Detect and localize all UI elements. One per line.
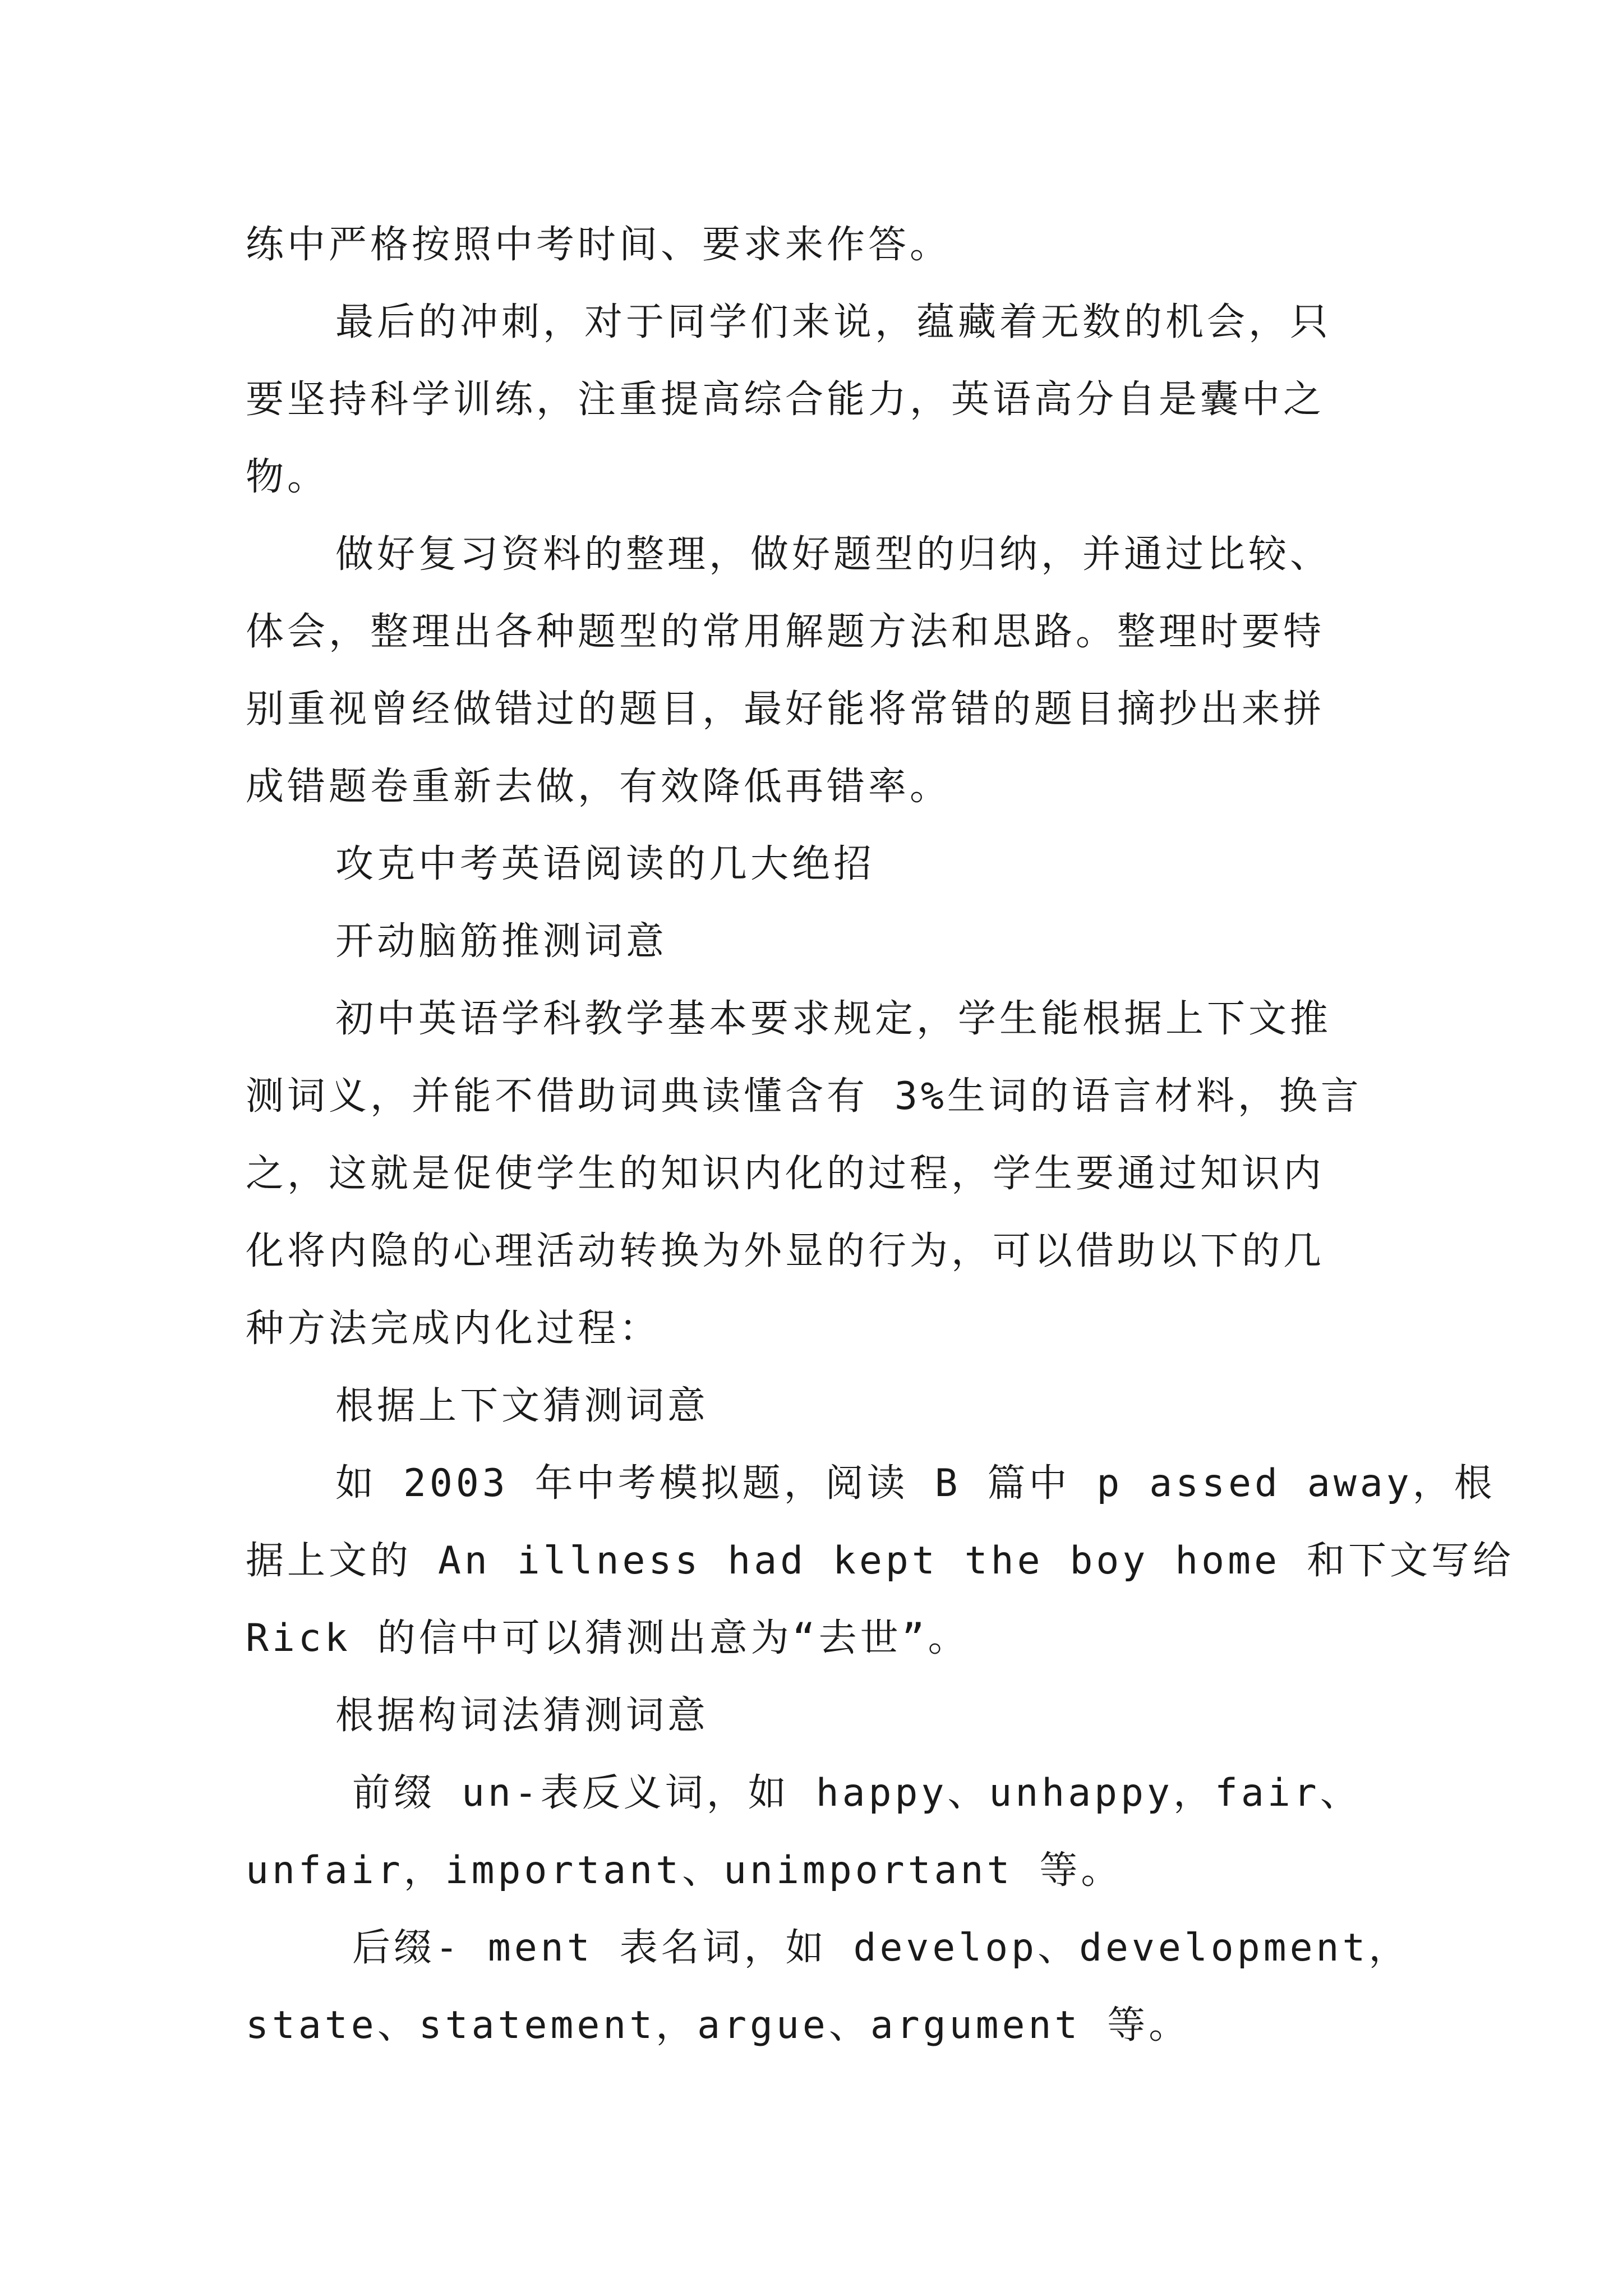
paragraph-line: 化将内隐的心理活动转换为外显的行为，可以借助以下的几	[246, 1229, 1325, 1273]
subsection-heading: 根据上下文猜测词意	[335, 1384, 709, 1428]
paragraph-line: 种方法完成内化过程：	[246, 1306, 661, 1351]
paragraph-line: 据上文的 An illness had kept the boy home 和下文写给	[246, 1539, 1514, 1583]
paragraph-line: 之，这就是促使学生的知识内化的过程，学生要通过知识内	[246, 1152, 1325, 1196]
paragraph-line: 物。	[246, 455, 329, 499]
subsection-heading: 根据构词法猜测词意	[335, 1694, 709, 1738]
paragraph-line: 别重视曾经做错过的题目，最好能将常错的题目摘抄出来拼	[246, 687, 1325, 731]
paragraph-line: Rick 的信中可以猜测出意为“去世”。	[246, 1616, 970, 1660]
paragraph-line: 前缀 un-表反义词，如 happy、unhappy，fair、	[352, 1771, 1362, 1815]
paragraph-line: 要坚持科学训练，注重提高综合能力，英语高分自是囊中之	[246, 378, 1325, 422]
document-body	[246, 206, 1514, 2064]
paragraph-line: 成错题卷重新去做，有效降低再错率。	[246, 765, 952, 809]
paragraph-line: unfair，important、unimportant 等。	[246, 1848, 1123, 1893]
section-heading: 攻克中考英语阅读的几大绝招	[335, 842, 875, 886]
paragraph-line: 做好复习资料的整理，做好题型的归纳，并通过比较、	[335, 532, 1332, 577]
paragraph-line: 体会，整理出各种题型的常用解题方法和思路。整理时要特	[246, 610, 1325, 654]
paragraph-line: 练中严格按照中考时间、要求来作答。	[246, 223, 952, 267]
paragraph-line: 初中英语学科教学基本要求规定，学生能根据上下文推	[335, 997, 1332, 1041]
paragraph-line: 后缀- ment 表名词，如 develop、development，	[352, 1926, 1410, 1970]
paragraph-line: state、statement，argue、argument 等。	[246, 2003, 1191, 2047]
paragraph-line: 最后的冲刺，对于同学们来说，蕴藏着无数的机会，只	[335, 300, 1332, 344]
paragraph-line: 测词义，并能不借助词典读懂含有 3%生词的语言材料，换言	[246, 1074, 1362, 1119]
paragraph-line: 如 2003 年中考模拟题，阅读 B 篇中 p assed away，根	[335, 1461, 1496, 1506]
subsection-heading: 开动脑筋推测词意	[335, 919, 668, 964]
